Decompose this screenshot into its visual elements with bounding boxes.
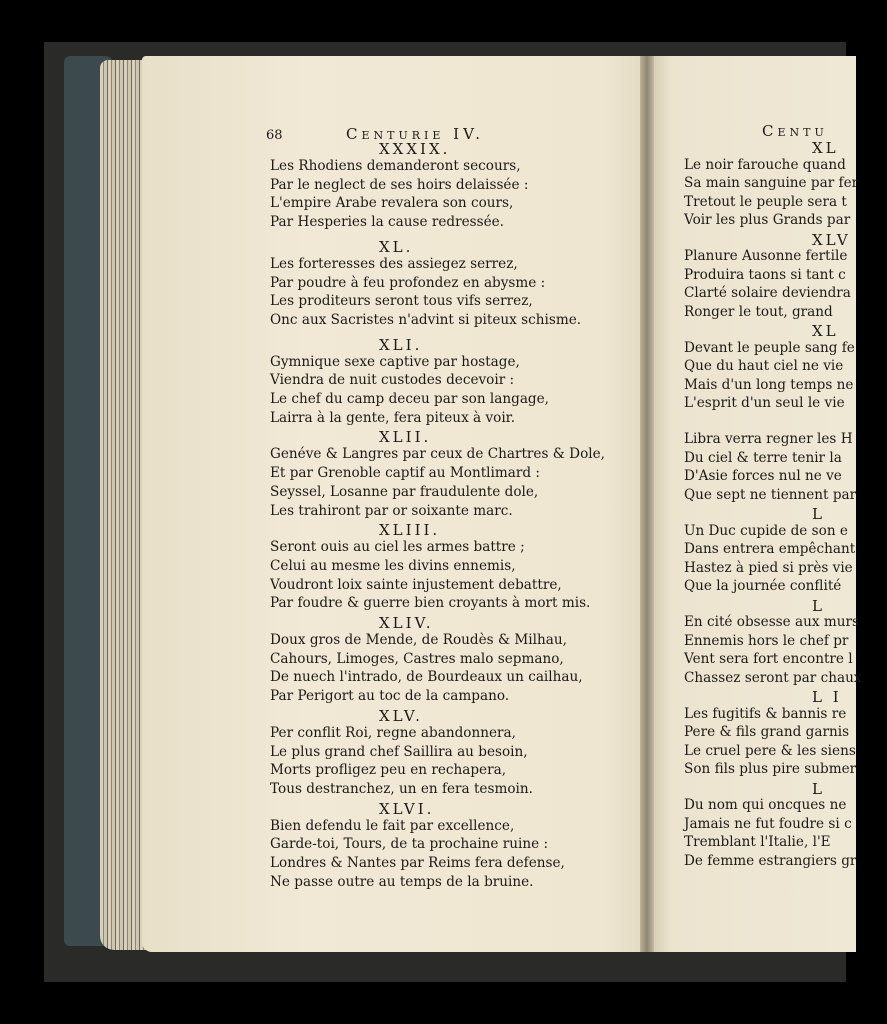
verse-line-right: Du nom qui oncques ne [684, 797, 847, 813]
quatrain-numeral: XLIV. [379, 614, 434, 632]
quatrain-numeral: XLII. [379, 428, 432, 447]
verse-line-right: Chassez seront par chaux [684, 669, 862, 686]
quatrain-numeral: XLVI. [379, 799, 435, 818]
verse-line-right: L'esprit d'un seul le vie [684, 395, 845, 411]
quatrain-numeral-right: L [812, 779, 825, 798]
verse-line: Les forteresses des assiegez serrez, [270, 255, 518, 272]
verse-line: Voudront loix sainte injustement debattre, [270, 576, 562, 593]
quatrain-numeral-right: XL [812, 322, 839, 340]
verse-line: Seyssel, Losanne par fraudulente dole, [270, 483, 539, 500]
verse-line-right: Vent sera fort encontre l [684, 651, 853, 667]
verse-line: Par Hesperies la cause redressée. [270, 214, 505, 231]
verse-line: Par le neglect de ses hoirs delaissée : [270, 176, 529, 193]
book-gutter [640, 56, 654, 952]
verse-line-right: Pere & fils grand garnis [684, 724, 850, 740]
verse-line-right: De femme estrangiers gr [684, 852, 857, 869]
verse-line: Le chef du camp deceu par son langage, [270, 391, 549, 407]
quatrain-numeral: XLV. [379, 706, 423, 725]
verse-line-right: Son fils plus pire submer [684, 761, 857, 777]
quatrain-numeral-right: XL [812, 139, 839, 157]
verse-line: Genéve & Langres par ceux de Chartres & Dole, [270, 446, 605, 463]
verse-line-right: Ronger le tout, grand [684, 303, 833, 320]
quatrain-numeral-right: L I [812, 688, 842, 706]
verse-line: Bien defendu le fait par excellence, [270, 817, 515, 834]
running-head-right: Centu [762, 122, 828, 140]
verse-line: Celui au mesme les divins ennemis, [270, 557, 516, 574]
verse-line: Doux gros de Mende, de Roudès & Milhau, [270, 632, 567, 648]
quatrain-numeral: XXXIX. [379, 140, 451, 158]
verse-line: Et par Grenoble captif au Montlimard : [270, 465, 540, 482]
verse-line: Par foudre & guerre bien croyants à mort mis. [270, 595, 591, 612]
verse-line-right: D'Asie forces nul ne ve [684, 468, 842, 484]
verse-line: Lairra à la gente, fera piteux à voir. [270, 409, 516, 426]
verse-line-right: Voir les plus Grands par [684, 212, 851, 228]
verse-line: Ne passe outre au temps de la bruine. [270, 873, 534, 890]
verse-line-right: Tretout le peuple sera t [684, 193, 847, 210]
running-head: Centurie IV. [346, 125, 485, 143]
page-number: 68 [266, 128, 283, 143]
verse-line-right: Jamais ne fut foudre si c [684, 815, 852, 832]
verse-line-right: Un Duc cupide de son e [684, 522, 848, 539]
verse-line: Par poudre à feu profondez en abysme : [270, 274, 546, 291]
verse-line-right: Tremblant l'Italie, l'E [684, 834, 831, 850]
verse-line: Londres & Nantes par Reims fera defense, [270, 855, 565, 871]
verse-line: Les trahiront par or soixante marc. [270, 502, 513, 519]
verse-line-right: Dans entrera empêchant [684, 541, 856, 557]
verse-line: Tous destranchez, un en fera tesmoin. [270, 780, 533, 797]
verse-line: Le plus grand chef Saillira au besoin, [270, 743, 528, 760]
quatrain-numeral-right: L [812, 505, 825, 523]
verse-line-right: Hastez à pied si près vie [684, 559, 853, 576]
quatrain-numeral-right: L [812, 596, 825, 615]
verse-line: De nuech l'intrado, de Bourdeaux un cailhau, [270, 669, 583, 686]
verse-line-right: Le cruel pere & les siens [684, 742, 856, 759]
verse-line-right: Mais d'un long temps ne [684, 376, 854, 393]
verse-line: Par Perigort au toc de la campano. [270, 688, 510, 705]
verse-line-right: Produira taons si tant c [684, 266, 846, 283]
verse-line-right: Planure Ausonne fertile [684, 248, 848, 264]
verse-line-right: Clarté solaire deviendra [684, 285, 851, 301]
verse-line: L'empire Arabe revalera son cours, [270, 195, 514, 212]
verse-line: Cahours, Limoges, Castres malo sepmano, [270, 650, 564, 667]
verse-line-right: Du ciel & terre tenir la [684, 449, 842, 466]
verse-line-right: En cité obsesse aux murs [684, 614, 859, 630]
verse-line: Garde-toi, Tours, de ta prochaine ruine : [270, 836, 549, 853]
verse-line-right: Que sept ne tiennent par [684, 486, 857, 503]
verse-line-right: Les fugitifs & bannis re [684, 705, 847, 722]
quatrain-numeral-right: XLV [812, 230, 851, 249]
book-photo [44, 42, 862, 982]
verse-line: Per conflit Roi, regne abandonnera, [270, 724, 516, 741]
verse-line: Morts profligez peu en rechapera, [270, 762, 507, 779]
verse-line-right: Libra verra regner les H [684, 431, 853, 447]
verse-line-right: Le noir farouche quand [684, 156, 846, 173]
verse-line: Les Rhodiens demanderont secours, [270, 158, 521, 174]
verse-line-right: Que du haut ciel ne vie [684, 358, 844, 374]
verse-line: Seront ouis au ciel les armes battre ; [270, 539, 525, 556]
verse-line: Onc aux Sacristes n'advint si piteux schisme. [270, 311, 582, 328]
verse-line-right: Que la journée conflité [684, 578, 842, 594]
quatrain-numeral: XLI. [379, 335, 423, 354]
verse-line: Viendra de nuit custodes decevoir : [270, 372, 515, 389]
verse-line-right: Sa main sanguine par fer [684, 175, 859, 191]
verse-line-right: Devant le peuple sang fe [684, 339, 855, 356]
verse-line-right: Ennemis hors le chef pr [684, 632, 849, 649]
quatrain-numeral: XLIII. [379, 521, 441, 540]
quatrain-numeral: XL. [379, 237, 414, 256]
verse-line: Gymnique sexe captive par hostage, [270, 353, 520, 370]
verse-line: Les proditeurs seront tous vifs serrez, [270, 293, 533, 310]
